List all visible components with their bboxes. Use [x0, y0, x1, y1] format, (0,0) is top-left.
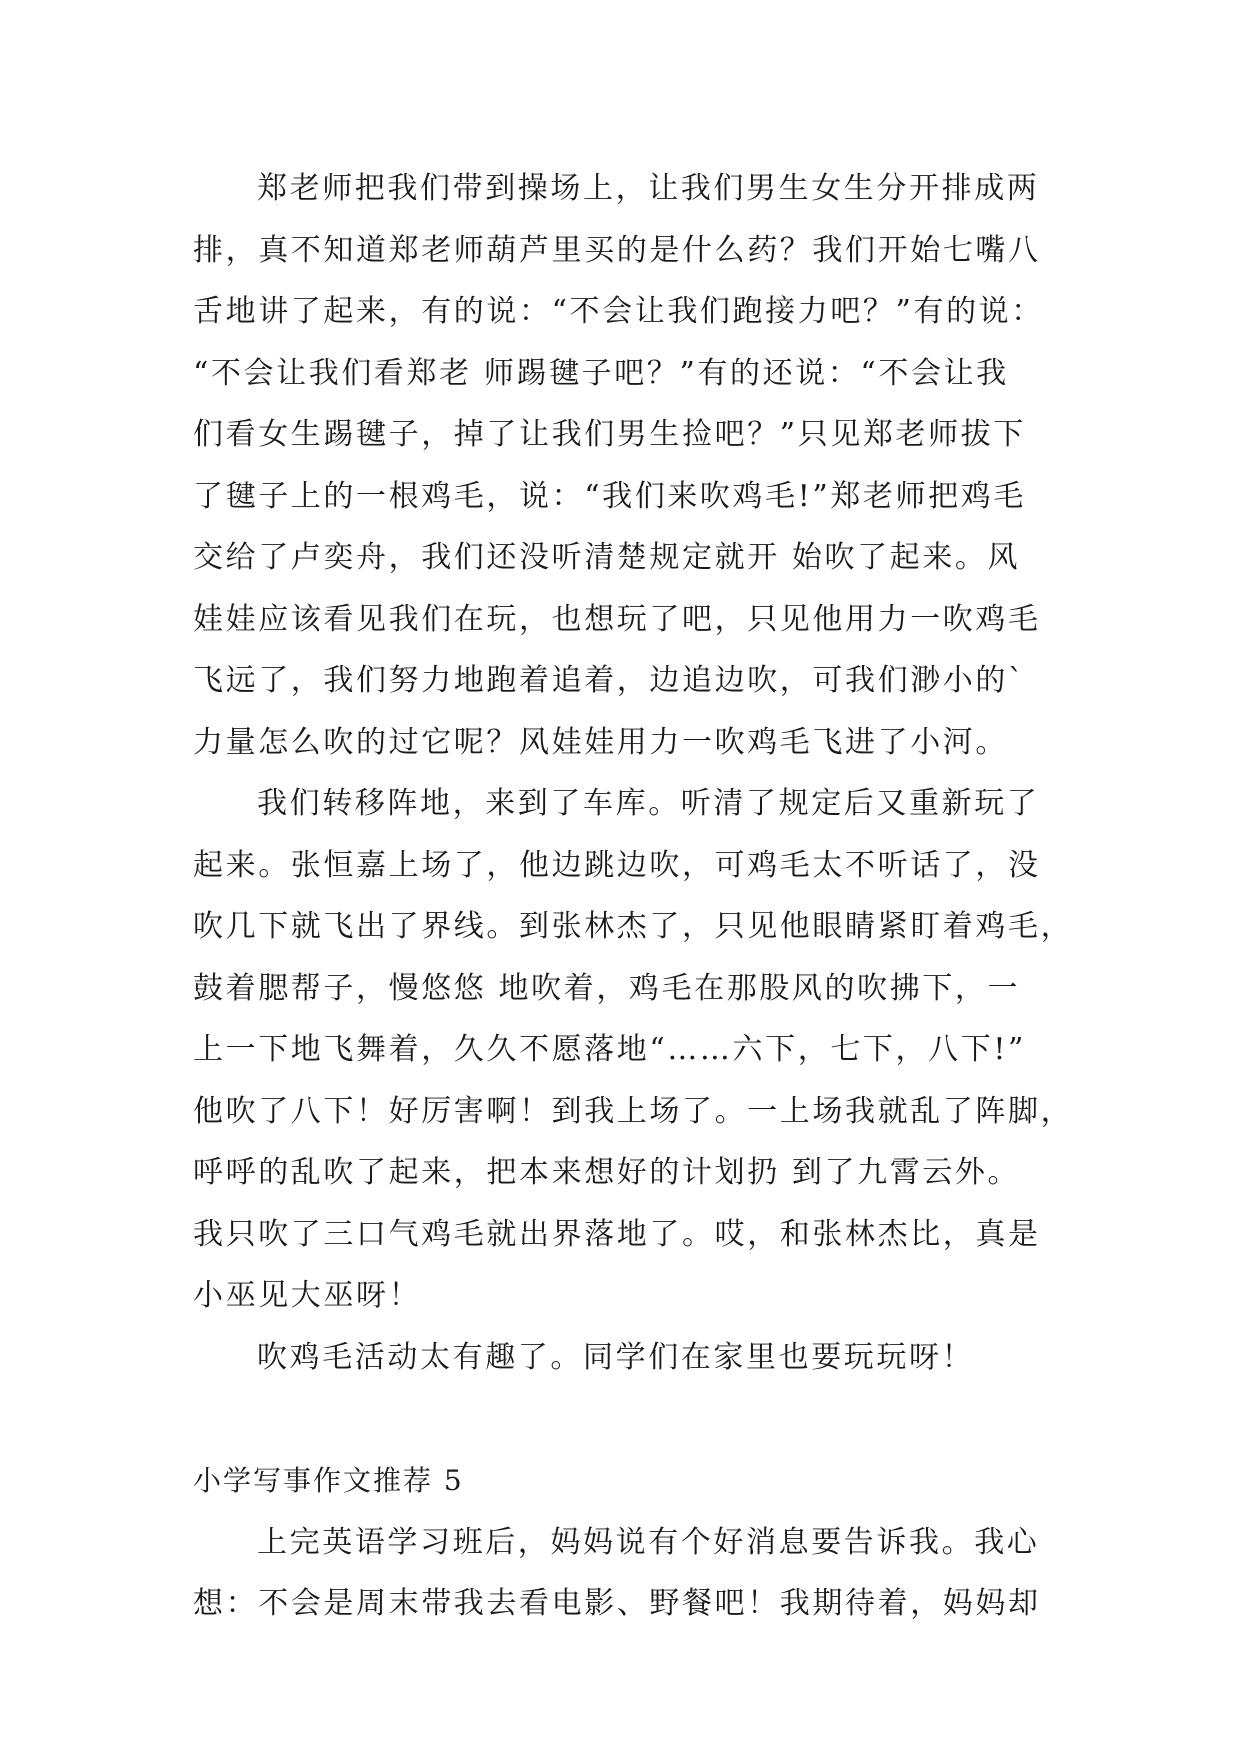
paragraph-line: 我只吹了三口气鸡毛就出界落地了。哎，和张林杰比，真是 [193, 1216, 1041, 1252]
paragraph-line: 飞远了，我们努力地跑着追着，边追边吹，可我们渺小的` [193, 663, 1026, 698]
paragraph-line: “不会让我们看郑老 师踢毽子吧？”有的还说：“不会让我 [193, 355, 1009, 391]
paragraph-line: 上完英语学习班后，妈妈说有个好消息要告诉我。我心 [257, 1524, 1040, 1560]
paragraph-line: 鼓着腮帮子，慢悠悠 地吹着，鸡毛在那股风的吹拂下，一 [193, 970, 1021, 1006]
section-title: 小学写事作文推荐 5 [193, 1464, 464, 1497]
paragraph-line: 舌地讲了起来，有的说：“不会让我们跑接力吧？”有的说： [193, 294, 1044, 329]
paragraph-line: 我们转移阵地，来到了车库。听清了规定后又重新玩了 [257, 786, 1040, 821]
paragraph-line: 小巫见大巫呀！ [193, 1278, 422, 1313]
paragraph-line: 们看女生踢毽子，掉了让我们男生捡吧？”只见郑老师拔下 [193, 417, 1026, 452]
document-page [193, 158, 1074, 1635]
paragraph-line: 力量怎么吹的过它呢？风娃娃用力一吹鸡毛飞进了小河。 [193, 724, 1008, 760]
paragraph-line: 他吹了八下！好厉害啊！到我上场了。一上场我就乱了阵脚， [193, 1093, 1074, 1129]
paragraph-gap [193, 1388, 1053, 1450]
paragraph-line: 起来。张恒嘉上场了，他边跳边吹，可鸡毛太不听话了，没 [193, 847, 1041, 883]
paragraph-line: 交给了卢奕舟，我们还没听清楚规定就开 始吹了起来。风 [193, 540, 1021, 575]
paragraph-line: 郑老师把我们带到操场上，让我们男生女生分开排成两 [257, 171, 1040, 206]
paragraph-line: 了毽子上的一根鸡毛，说：“我们来吹鸡毛!”郑老师把鸡毛 [193, 478, 1026, 514]
paragraph-line: 吹几下就飞出了界线。到张林杰了，只见他眼睛紧盯着鸡毛， [193, 909, 1074, 944]
paragraph-line: 娃娃应该看见我们在玩，也想玩了吧，只见他用力一吹鸡毛 [193, 601, 1041, 637]
paragraph-line: 想：不会是周末带我去看电影、野餐吧！我期待着，妈妈却 [193, 1586, 1041, 1621]
paragraph-line: 吹鸡毛活动太有趣了。同学们在家里也要玩玩呀！ [257, 1339, 975, 1375]
paragraph-line: 上一下地飞舞着，久久不愿落地“……六下，七下，八下!” [193, 1032, 1026, 1067]
paragraph-line: 呼呼的乱吹了起来，把本来想好的计划扔 到了九霄云外。 [193, 1155, 1021, 1190]
paragraph-line: 排，真不知道郑老师葫芦里买的是什么药？我们开始七嘴八 [193, 232, 1041, 268]
